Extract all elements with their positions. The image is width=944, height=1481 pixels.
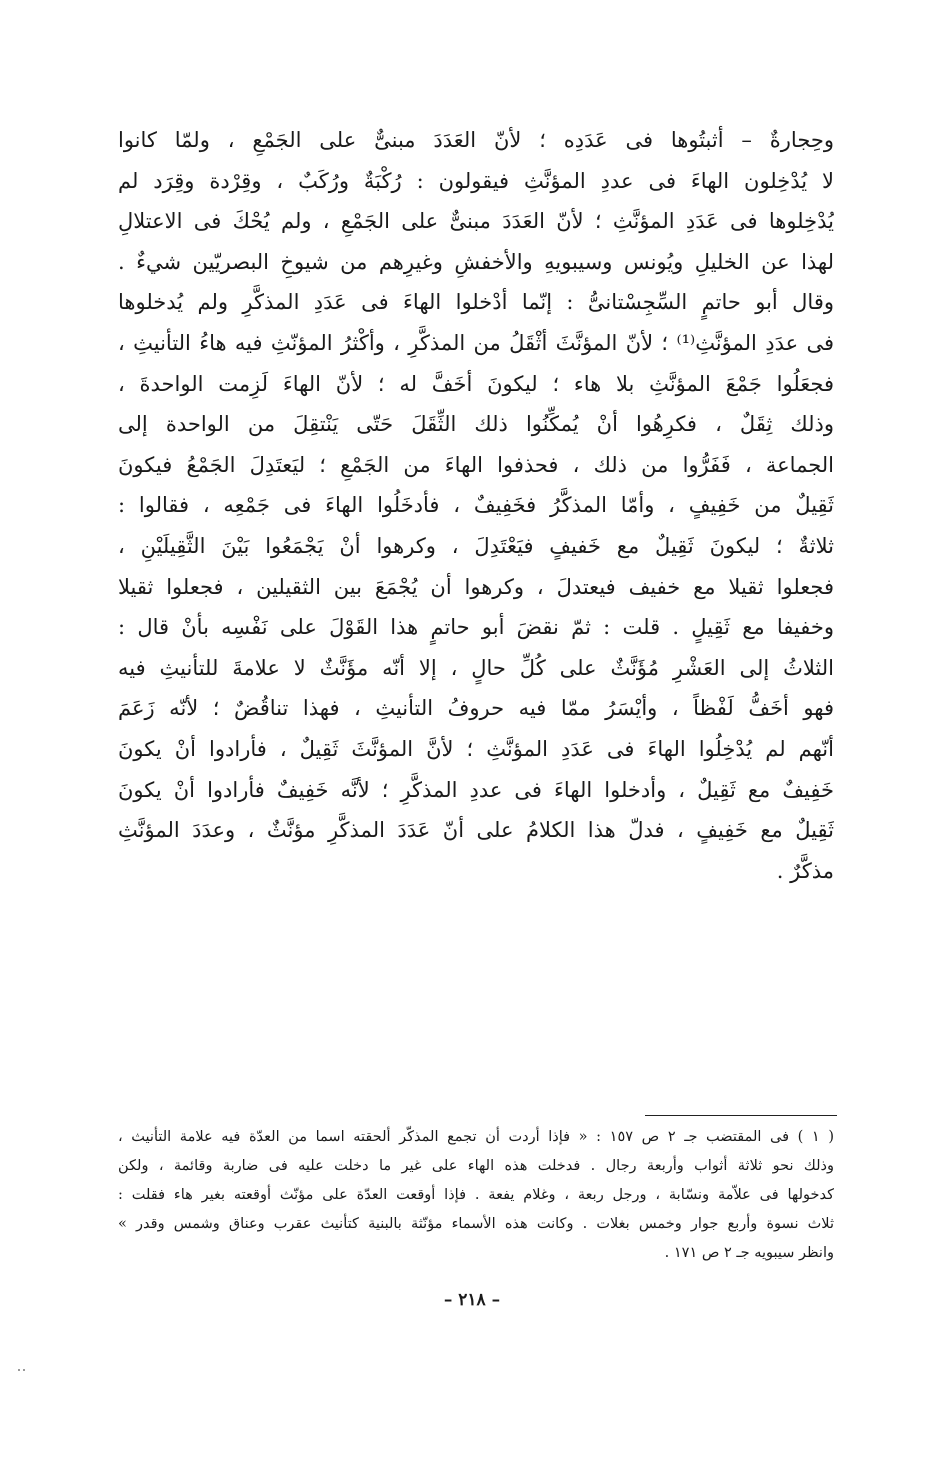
text-line: خَفِيفٌ مع ثَقِيلٌ ، وأدخلوا الهاءَ فى عددِ المذكَّرِ ؛ لأنَّه خَفِيفٌ فأرادوا أنْ يكونَ [118, 777, 834, 802]
text-line: ثَقِيلٌ مع خَفِيفٍ ، فدلّ هذا الكلامُ على أنّ عَدَدَ المذكَّرِ مؤنَّثٌ ، وعدَدَ المؤنَّثِ [118, 818, 834, 843]
text-line: ثلاثةٌ ؛ ليكونَ ثَقِيلٌ مع خَفيفٍ فيَعْتَدِلَ ، وكرهوا أنْ يَجْمَعُوا بَيْنَ الثَّقِيلَيْنِ ، [118, 533, 834, 558]
text-line: أنّهم لم يُدْخِلُوا الهاءَ فى عَدَدِ المؤنَّثِ ؛ لأنَّ المؤنَّثَ ثَقِيلٌ ، فأرادوا أنْ يكونَ [118, 736, 834, 761]
footnote-line: وانظر سيبويه جـ ٢ ص ١٧١ . [664, 1245, 834, 1261]
footnotes [118, 1123, 834, 1268]
text-line: يُدْخِلوها فى عَدَدِ المؤنَّثِ ؛ لأنّ العَدَدَ مبنىٌّ على الجَمْعِ ، ولم يُحْكَ فى الاعتلالِ [118, 209, 834, 234]
text-line: فهو أخَفُّ لَفْظاً ، وأيْسَرُ ممّا فيه حروفُ التأنيثِ ، فهذا تناقُضٌ ؛ لأنّه زَعَمَ [118, 696, 834, 721]
footnote-separator [645, 1115, 837, 1116]
text-line: وقال أبو حاتمٍ السِّجِسْتانىُّ : إنّما أدْخلوا الهاءَ فى عَدَدِ المذكَّرِ ولم يُدخلوها [118, 290, 834, 315]
text-line: فى عدَدِ المؤنَّثِ⁽¹⁾ ؛ لأنّ المؤنَّثَ أثْقَلُ من المذكَّرِ ، وأكْثرُ المؤنّثِ فيه هاءُ التأنيثِ ، [118, 330, 834, 355]
footnote-line: ثلاث نسوة وأربع جوار وخمس بغلات . وكانت هذه الأسماء مؤنّثة بالبنية كتأنيث عقرب وعناق وشمس وقدر » [118, 1216, 834, 1232]
scan-speck [18, 1356, 38, 1359]
footnote-line: ( ١ ) فى المقتضب جـ ٢ ص ١٥٧ : « فإذا أردت أن تجمع المذكّر ألحقته اسما من العدّة فيه علامة التأنيث ، [118, 1129, 834, 1145]
footnote-line: كدخولها فى علاّمة ونسّابة ، ورجل ربعة ، وغلام يفعة . فإذا أوقعت العدّة على مؤنّث أوقعته بغير هاء فقلت : [118, 1187, 834, 1203]
text-line: وخفيفا مع ثَقِيلٍ . قلت : ثمّ نقضَ أبو حاتمٍ هذا القَوْلَ على نَفْسِه بأنْ قال : [118, 615, 834, 640]
text-line: لهذا عن الخليلِ ويُونس وسيبويهِ والأخفشِ وغيرِهم من شيوخِ البصريّين شيءٌ . [118, 249, 834, 274]
text-line: وذلك ثِقَلٌ ، فكرِهُوا أنْ يُمكِّنُوا ذلك الثِّقَلَ حَتّى يَنْتقِلَ من الواحدة إلى [118, 412, 834, 437]
text-line: فجعَلُوا جَمْعَ المؤنَّثِ بلا هاء ؛ ليكونَ أخَفَّ له ؛ لأنّ الهاءَ لَزِمت الواحدةَ ، [118, 371, 834, 396]
text-line: فجعلوا ثقيلا مع خفيف فيعتدلَ ، وكرهوا أن يُجْمَعَ بين الثقيلين ، فجعلوا ثقيلا [118, 574, 834, 599]
text-line: وحِجارةٌ – أثبتُوها فى عَدَدِه ؛ لأنّ العَدَدَ مبنىٌّ على الجَمْعِ ، ولمّا كانوا [118, 128, 834, 152]
text-line: الثلاثُ إلى العَشْرِ مُؤَنَّثٌ على كُلِّ حالٍ ، إلا أنّه مؤَنَّثٌ لا علامةَ للتأنيثِ فيه [118, 655, 834, 680]
text-line: لا يُدْخِلون الهاءَ فى عددِ المؤنَّثِ فيقولون : رُكْبَةٌ ورُكَبٌ ، وقِرْدة وقِرَد لم [118, 168, 834, 193]
text-line: ثَقِيلٌ من خَفِيفٍ ، وأمّا المذكَّرُ فخَفِيفٌ ، فأدخَلُوا الهاءَ فى جَمْعِه ، فقالوا : [118, 493, 834, 518]
footnote-line: وذلك نحو ثلاثة أثواب وأربعة رجال . فدخلت هذه الهاء على غير ما دخلت عليه فى ضاربة وقائمة ، ولكن [118, 1158, 834, 1174]
text-line: مذكَّرٌ . [776, 858, 834, 883]
text-line: الجماعة ، فَفَرُّوا من ذلك ، فحذفوا الهاءَ من الجَمْعِ ؛ ليَعتَدِلَ الجَمْعُ فيكونَ [118, 452, 834, 477]
main-text [118, 120, 834, 891]
page-number: – ٢١٨ – [443, 1290, 501, 1310]
